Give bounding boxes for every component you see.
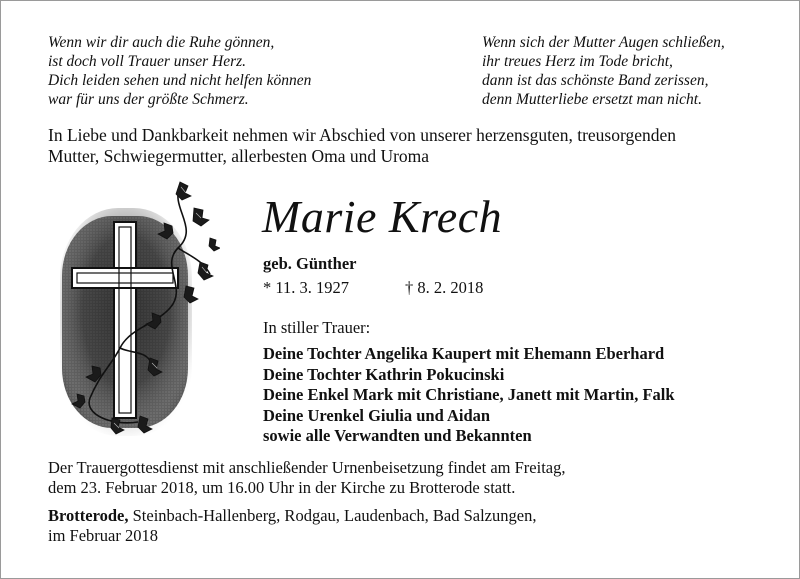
verse-left-line: war für uns der größte Schmerz. — [48, 91, 249, 108]
birth-date: * 11. 3. 1927 — [263, 278, 350, 297]
cross-with-ivy-icon — [60, 178, 220, 440]
places-line — [48, 506, 536, 526]
verse-right-line: ihr treues Herz im Tode bricht, — [482, 53, 673, 70]
intro-line: In Liebe und Dankbarkeit nehmen wir Abschied von unserer herzensguten, treusorgenden — [48, 125, 677, 145]
service-info — [48, 458, 565, 498]
verse-left — [48, 33, 311, 109]
service-line: Der Trauergottesdienst mit anschließender Urnenbeisetzung findet am Freitag, — [48, 458, 566, 477]
verse-right-line: dann ist das schönste Band zerissen, — [482, 72, 709, 89]
verse-left-line: ist doch voll Trauer unser Herz. — [48, 53, 247, 70]
death-date: † 8. 2. 2018 — [405, 278, 484, 297]
mourners-list — [263, 344, 675, 447]
intro-text — [48, 125, 676, 167]
life-dates — [263, 278, 483, 298]
place-and-date — [48, 506, 536, 546]
deceased-name: Marie Krech — [262, 191, 503, 242]
notice-date: im Februar 2018 — [48, 526, 158, 545]
mourner-line: sowie alle Verwandten und Bekannten — [263, 426, 532, 445]
verse-right — [482, 33, 725, 109]
verse-left-line: Dich leiden sehen und nicht helfen können — [48, 72, 312, 89]
other-towns: Steinbach-Hallenberg, Rodgau, Laudenbach, Bad Salzungen, — [128, 506, 537, 525]
intro-line: Mutter, Schwiegermutter, allerbesten Oma und Uroma — [48, 146, 430, 166]
mourner-line: Deine Urenkel Giulia und Aidan — [263, 405, 491, 425]
service-line: dem 23. Februar 2018, um 16.00 Uhr in der Kirche zu Brotterode statt. — [48, 478, 516, 497]
mourner-line: Deine Enkel Mark mit Christiane, Janett mit Martin, Falk — [263, 385, 675, 404]
mourner-line: Deine Tochter Angelika Kaupert mit Ehemann Eberhard — [263, 344, 665, 363]
mourning-label: In stiller Trauer: — [263, 318, 371, 337]
mourner-line: Deine Tochter Kathrin Pokucinski — [263, 364, 505, 384]
birth-name: geb. Günther — [263, 254, 357, 273]
verse-left-line: Wenn wir dir auch die Ruhe gönnen, — [48, 34, 275, 51]
verse-right-line: denn Mutterliebe ersetzt man nicht. — [482, 91, 702, 108]
home-town: Brotterode, — [48, 506, 129, 525]
verse-right-line: Wenn sich der Mutter Augen schließen, — [482, 34, 725, 51]
